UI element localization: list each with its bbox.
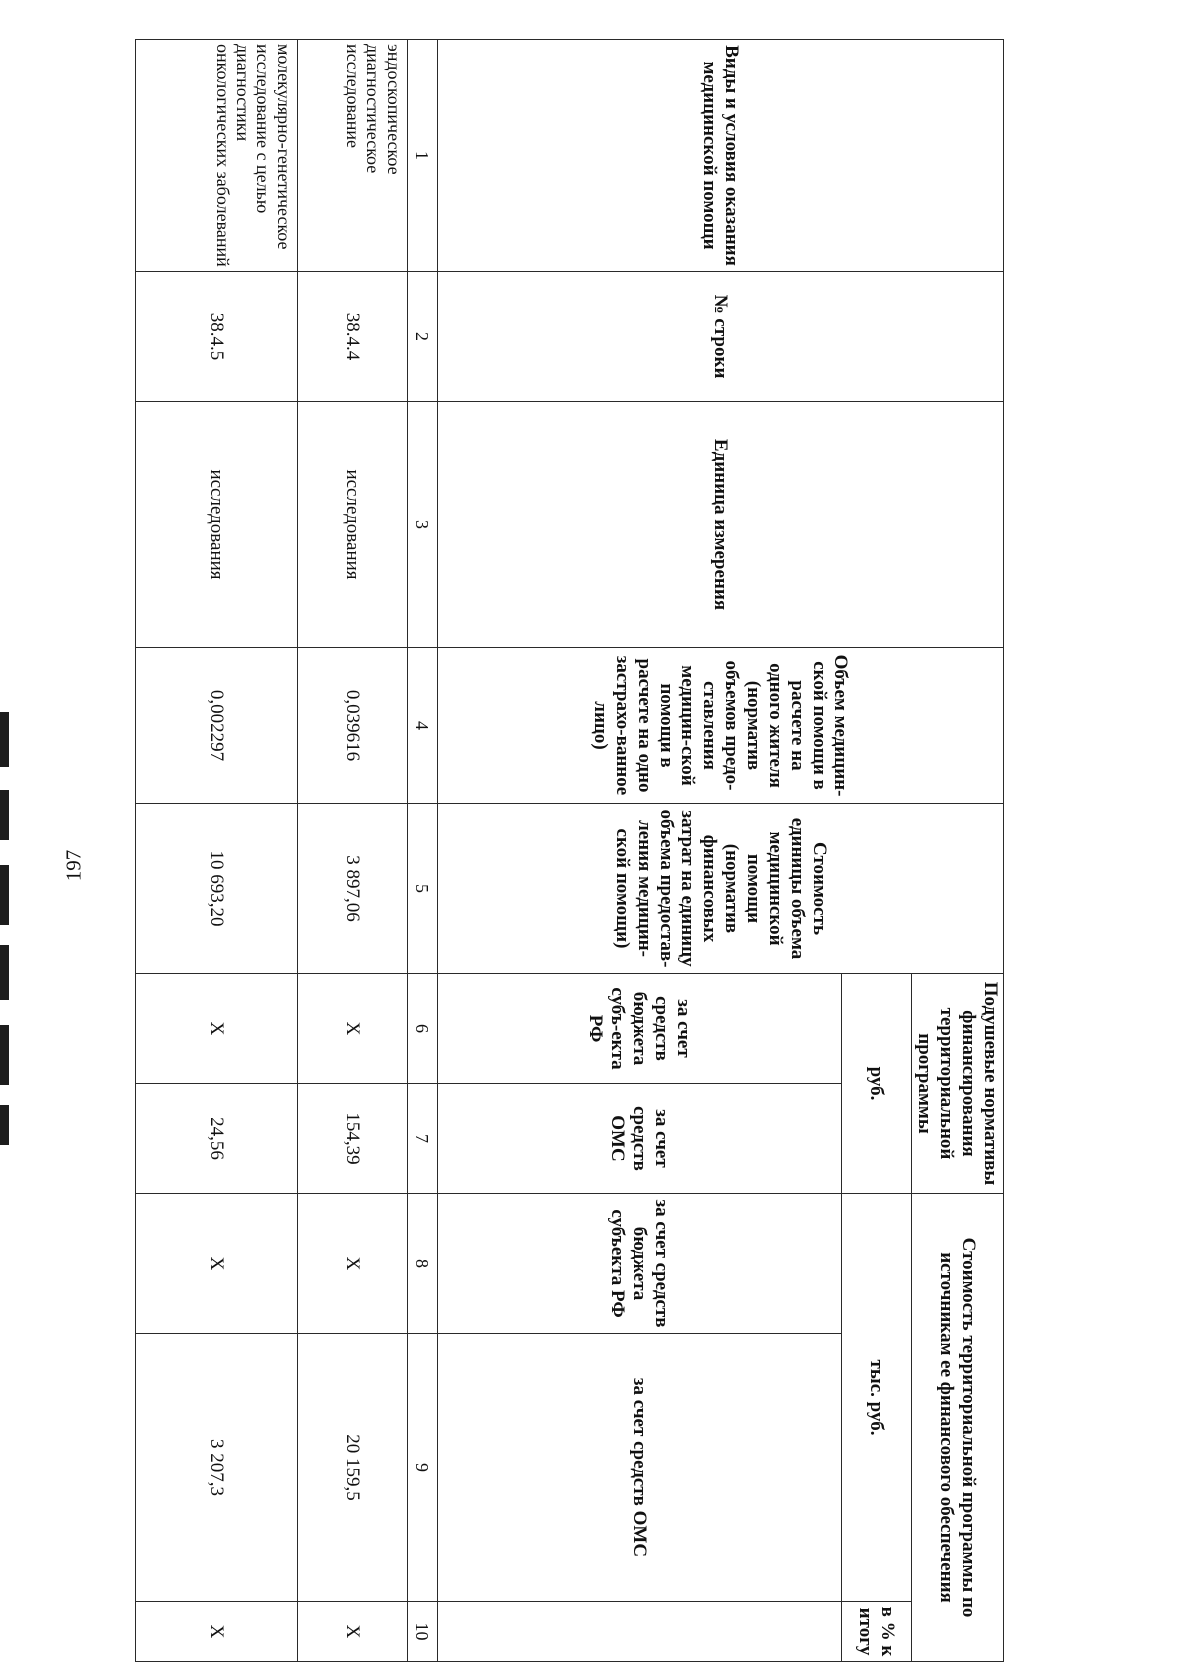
column-number: 3 — [407, 402, 437, 648]
row-per-capita-budget: Х — [297, 974, 407, 1084]
row-line-number: 38.4.5 — [135, 272, 297, 402]
header-per-capita-oms: за счет средств ОМС — [437, 1084, 841, 1194]
scan-artifact — [0, 1105, 9, 1145]
row-per-capita-oms: 154,39 — [297, 1084, 407, 1194]
row-cost-budget: Х — [297, 1194, 407, 1334]
scan-artifact — [0, 865, 9, 925]
header-percent: в % к итогу — [841, 1602, 911, 1662]
row-percent: Х — [297, 1602, 407, 1662]
financing-table — [135, 39, 1004, 1662]
row-volume: 0,002297 — [135, 648, 297, 804]
header-rub: руб. — [841, 974, 911, 1194]
row-per-capita-oms: 24,56 — [135, 1084, 297, 1194]
scan-artifact — [0, 1025, 9, 1085]
row-cost-oms: 3 207,3 — [135, 1334, 297, 1602]
column-number: 1 — [407, 40, 437, 272]
header-per-capita-group: Подушевые нормативы финансирования территориальной программы — [911, 974, 1003, 1194]
scan-artifact — [0, 945, 9, 1000]
header-per-capita-budget: за счет средств бюджета субъ-екта РФ — [437, 974, 841, 1084]
column-number: 7 — [407, 1084, 437, 1194]
row-name: молекулярно-генетическое исследование с целью диагностики онкологических заболеваний — [135, 40, 297, 272]
column-number: 9 — [407, 1334, 437, 1602]
scan-artifact — [0, 790, 9, 840]
header-thousand-rub: тыс. руб. — [841, 1194, 911, 1602]
row-per-capita-budget: Х — [135, 974, 297, 1084]
header-cost-oms: за счет средств ОМС — [437, 1334, 841, 1602]
row-volume: 0,039616 — [297, 648, 407, 804]
row-unit-cost: 10 693,20 — [135, 804, 297, 974]
column-number: 5 — [407, 804, 437, 974]
row-unit: исследования — [135, 402, 297, 648]
header-volume: Объем медицин-ской помощи в расчете на одного жителя (норматив объемов предо-ставления медицин-ской помощи в расчете на одно застрахо-ванное лицо) — [437, 648, 1003, 804]
row-unit: исследования — [297, 402, 407, 648]
table-row — [297, 40, 407, 1662]
page-number: 197 — [61, 849, 86, 882]
column-number: 2 — [407, 272, 437, 402]
row-cost-budget: Х — [135, 1194, 297, 1334]
rotated-table-container — [174, 39, 1004, 1661]
header-percent-empty — [437, 1602, 841, 1662]
row-name: эндоскопическое диагностическое исследование — [297, 40, 407, 272]
header-line-number: № строки — [437, 272, 1003, 402]
header-unit: Единица измерения — [437, 402, 1003, 648]
row-unit-cost: 3 897,06 — [297, 804, 407, 974]
header-type-conditions: Виды и условия оказания медицинской помощи — [437, 40, 1003, 272]
row-line-number: 38.4.4 — [297, 272, 407, 402]
header-cost-group: Стоимость территориальной программы по источникам ее финансового обеспечения — [911, 1194, 1003, 1662]
column-number-row — [407, 40, 437, 1662]
row-percent: Х — [135, 1602, 297, 1662]
column-number: 10 — [407, 1602, 437, 1662]
column-number: 8 — [407, 1194, 437, 1334]
table-row — [135, 40, 297, 1662]
header-cost-budget: за счет средств бюджета субъекта РФ — [437, 1194, 841, 1334]
row-cost-oms: 20 159,5 — [297, 1334, 407, 1602]
column-number: 4 — [407, 648, 437, 804]
scan-artifact — [0, 712, 9, 767]
header-unit-cost: Стоимость единицы объема медицинской помощи (норматив финансовых затрат на единицу объема предостав-ления медицин-ской помощи) — [437, 804, 1003, 974]
column-number: 6 — [407, 974, 437, 1084]
